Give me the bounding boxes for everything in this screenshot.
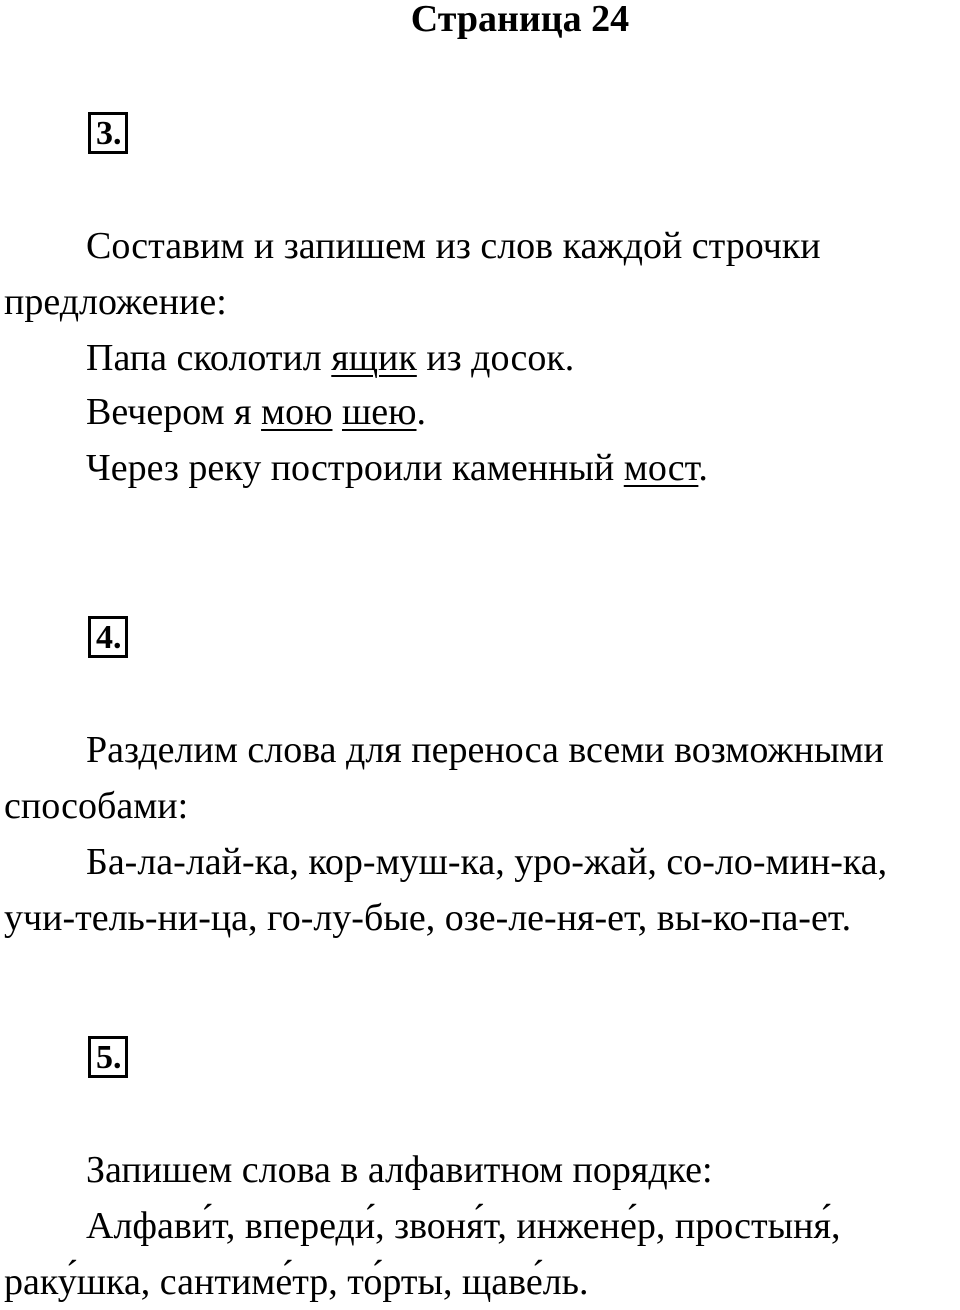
task5-answer-line1: Алфави́т, впереди́, звоня́т, инжене́р, простыня́, <box>86 1205 841 1247</box>
task-number-3: 3. <box>88 112 128 154</box>
task3-sentence2 <box>86 384 426 440</box>
task-number-5: 5. <box>88 1036 128 1078</box>
text: Вечером я <box>86 391 262 433</box>
text: . <box>416 391 426 433</box>
text: . <box>698 447 708 489</box>
task3-sentence3 <box>86 440 708 496</box>
underlined-word: ящик <box>331 337 417 379</box>
text: из досок. <box>416 337 575 379</box>
task4-answer-line1: Ба-ла-лай-ка, кор-муш-ка, уро-жай, со-ло-мин-ка, <box>86 841 888 883</box>
task-number-4: 4. <box>88 616 128 658</box>
underlined-word: мост <box>623 447 699 489</box>
page-title: Страница 24 <box>410 0 630 40</box>
task4-intro-line2: способами: <box>4 785 189 827</box>
text: Папа сколотил <box>86 337 332 379</box>
task3-intro-line1: Составим и запишем из слов каждой строчки <box>86 225 821 267</box>
text <box>332 391 342 433</box>
task4-answer-line2: учи-тель-ни-ца, го-лу-бые, озе-ле-ня-ет, вы-ко-па-ет. <box>4 897 852 939</box>
task3-intro-line2: предложение: <box>4 281 227 323</box>
task5-answer-line2: раку́шка, сантиме́тр, то́рты, щаве́ль. <box>4 1261 589 1303</box>
task3-sentence1 <box>86 330 574 386</box>
underlined-word: мою <box>261 391 333 433</box>
task4-intro-line1: Разделим слова для переноса всеми возможными <box>86 729 884 771</box>
text: Через реку построили каменный <box>86 447 624 489</box>
underlined-word: шею <box>341 391 417 433</box>
task5-intro-line1: Запишем слова в алфавитном порядке: <box>86 1149 713 1191</box>
